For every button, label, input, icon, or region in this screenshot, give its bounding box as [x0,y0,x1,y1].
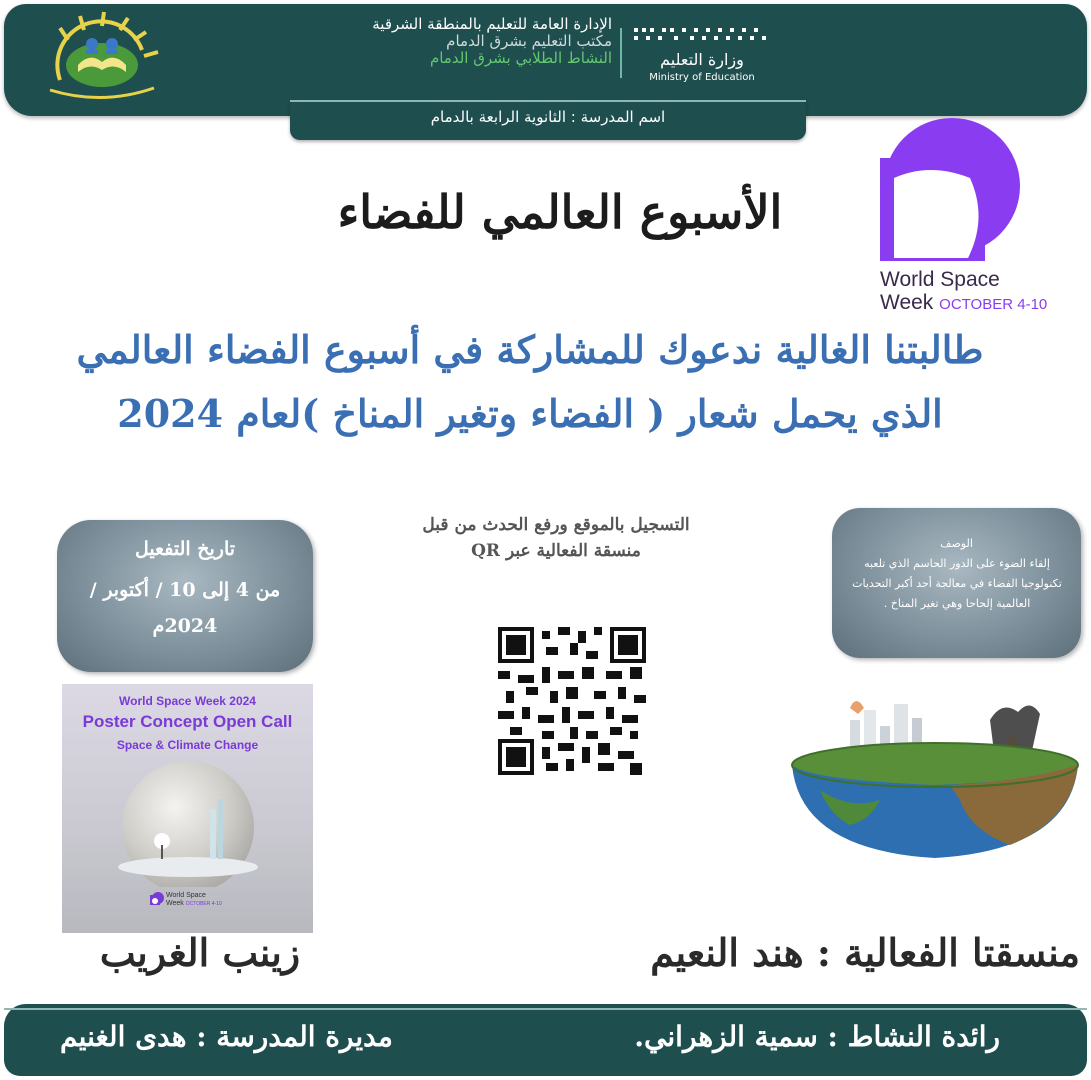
mini-wsw-logo-icon [150,892,164,906]
activation-date-box [57,520,313,672]
wsw-logo-dates: OCTOBER 4-10 [939,296,1048,313]
administration-text [340,16,612,67]
qr-code-icon[interactable] [498,627,646,779]
poster-line-2: Poster Concept Open Call [82,712,293,731]
poster-image [62,684,313,933]
activity-leader: رائدة النشاط : سمية الزهراني. [634,1020,1000,1053]
poster-line-3: Space & Climate Change [116,738,259,752]
school-name: اسم المدرسة : الثانوية الرابعة بالدمام [430,108,666,126]
invitation-line-1: طالبتنا الغالية ندعوك للمشاركة في أسبوع الفضاء العالمي [76,327,984,372]
poster-logo-line-2: Week [166,900,184,907]
activation-title: تاريخ التفعيل [134,538,236,560]
admin-line-1: الإدارة العامة للتعليم بالمنطقة الشرقية [372,15,612,33]
admin-line-2: مكتب التعليم بشرق الدمام [446,32,612,50]
moon-illustration-icon [100,759,276,887]
wsw-logo-line2 [880,291,1047,315]
poster-logo-dates: OCTOBER 4-10 [185,901,222,907]
school-principal: مديرة المدرسة : هدى الغنيم [60,1020,393,1053]
student-name: زينب الغريب [99,930,301,975]
admin-line-3: النشاط الطلابي بشرق الدمام [429,49,612,67]
world-space-week-logo-icon [870,118,1030,272]
description-title: الوصف [940,537,973,550]
wsw-logo-week: Week [880,291,934,314]
earth-city-illustration-icon [790,690,1080,864]
ministry-name-en: Ministry of Education [649,72,755,83]
page-title: الأسبوع العالمي للفضاء [337,185,783,239]
poster-logo-text [166,892,222,908]
header-divider [620,28,622,78]
poster-line-1: World Space Week 2024 [119,694,256,708]
activity-logo-icon [30,10,170,106]
description-box [832,508,1081,658]
wsw-logo-line1: World Space [880,268,1000,291]
activation-dates: من 4 إلى 10 / أكتوبر / 2024م [89,579,281,637]
organizer-name: منسقتا الفعالية : هند النعيم [650,930,1080,975]
registration-instructions: التسجيل بالموقع ورفع الحدث من قبل منسقة الفعالية عبر QR [422,515,690,561]
invitation-text [0,318,1060,446]
invitation-line-2: الذي يحمل شعار ( الفضاء وتغير المناخ )لعام 2024 [117,391,943,436]
ministry-logo-icon [632,26,772,52]
footer-accent-line [4,1008,1087,1010]
description-text: إلقاء الضوء على الدور الحاسم الذي تلعبه تكنولوجيا الفضاء في معالجة أحد أكبر التحديات العالمية إلحاحا وهي تغير المناخ . [852,557,1062,610]
ministry-name-ar: وزارة التعليم [660,50,744,69]
poster-logo-line-1: World Space [166,892,206,899]
